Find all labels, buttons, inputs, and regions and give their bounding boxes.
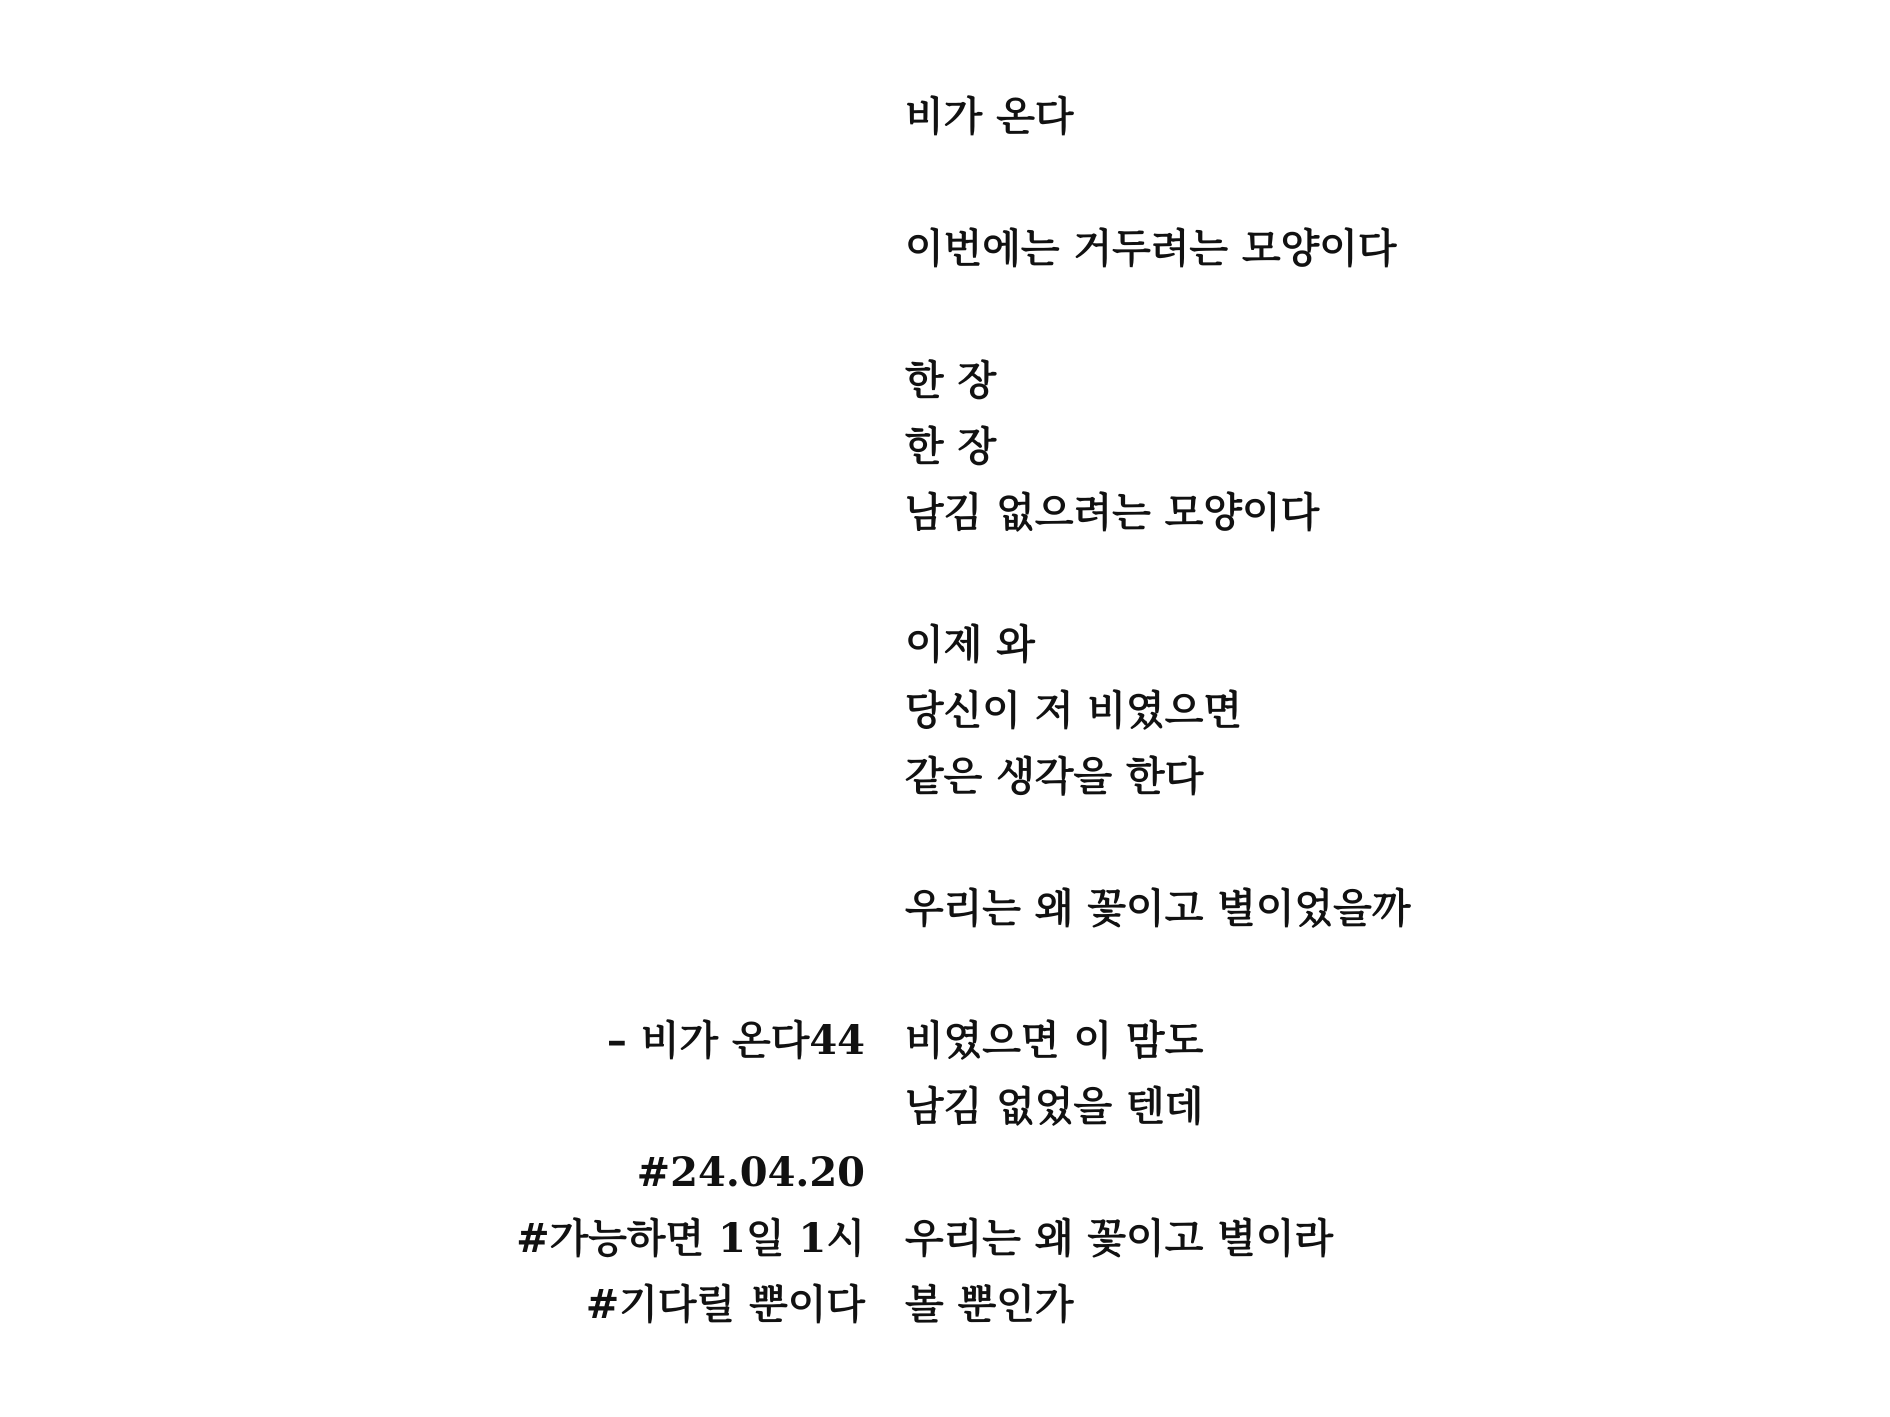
- poem-line: 볼 뿐인가: [905, 1281, 1074, 1328]
- date-tag: #24.04.20: [636, 1149, 865, 1196]
- poem-line: 우리는 왜 꽃이고 별이었을까: [905, 885, 1411, 932]
- poem-line: 당신이 저 비였으면: [905, 687, 1242, 734]
- poem-line: 비가 온다: [905, 93, 1074, 140]
- hashtag: #가능하면 1일 1시: [516, 1215, 865, 1262]
- poem-title: – 비가 온다44: [606, 1017, 865, 1064]
- poem-line: 비였으면 이 맘도: [905, 1017, 1204, 1064]
- hashtag: #기다릴 뿐이다: [585, 1281, 865, 1328]
- poem-line: 이번에는 거두려는 모양이다: [905, 225, 1397, 272]
- poem-line: 남김 없으려는 모양이다: [905, 489, 1320, 536]
- poem-line: 같은 생각을 한다: [905, 753, 1204, 800]
- poem-line: 남김 없었을 텐데: [905, 1083, 1204, 1130]
- poem-line: 한 장: [905, 423, 997, 470]
- poem-line: 이제 와: [905, 621, 1035, 668]
- poem-line: 한 장: [905, 357, 997, 404]
- poem-line: 우리는 왜 꽃이고 별이라: [905, 1215, 1334, 1262]
